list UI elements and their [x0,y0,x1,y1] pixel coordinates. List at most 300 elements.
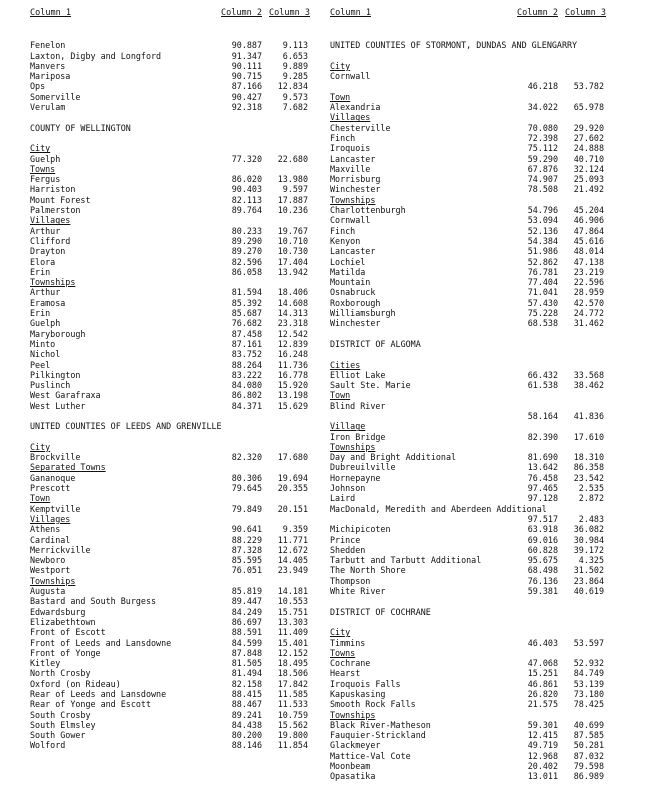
column-2-value: 87.328 [231,544,262,555]
municipality-name: Chesterville [330,122,391,133]
left-column [30,8,310,751]
column-3-value: 33.568 [573,369,604,380]
municipality-name: Kemptville [30,503,81,514]
column-3-value: 10.236 [277,205,308,216]
municipality-name: Day and Bright Additional [330,452,457,463]
municipality-name: Elizabethtown [30,616,96,627]
municipality-name: Kitley [30,658,61,669]
column-3-value: 15.401 [277,637,308,648]
municipality-name: Guelph [30,318,61,329]
municipality-name: Charlottenburgh [330,205,406,216]
column-3-value: 9.889 [282,60,308,71]
table-row [30,668,310,678]
section-label-text: Cities [330,359,361,370]
column-3-value: 17.887 [277,194,308,205]
municipality-name: Newboro [30,555,66,566]
table-row [330,771,606,781]
spacer [30,432,310,442]
column-2-value: 20.402 [527,761,558,772]
table-row [330,380,606,390]
municipality-name: Matilda [330,266,366,277]
table-row [330,730,606,740]
table-row [30,257,310,267]
section-label-text: Towns [330,647,356,658]
table-row [30,638,310,648]
table-row [330,462,606,472]
column-2-value: 88.467 [231,699,262,710]
column-2-value: 85.687 [231,308,262,319]
municipality-name: Front of Leeds and Lansdowne [30,637,172,648]
column-2-value: 76.781 [527,266,558,277]
right-table-body [330,30,606,782]
column-3-value: 12.672 [277,544,308,555]
column-3-value: 23.318 [277,318,308,329]
section-label-text: City [330,60,351,71]
section-label [330,195,606,205]
spacer [30,30,310,40]
column-2-value: 87.458 [231,328,262,339]
column-2-value: 57.430 [527,297,558,308]
table-row [330,205,606,215]
column-3-value: 9.113 [282,40,308,51]
column-3-value: 11.771 [277,534,308,545]
column-2-value: 85.819 [231,586,262,597]
column-2-value: 75.228 [527,308,558,319]
table-row [330,154,606,164]
column-3-value: 2.535 [578,483,604,494]
column-3-value: 25.093 [573,174,604,185]
column-3-header: Column 3 [565,8,606,18]
municipality-name: Timmins [330,637,366,648]
municipality-name: South Crosby [30,709,91,720]
municipality-name: Rear of Leeds and Lansdowne [30,689,167,699]
section-label-text: Town [330,91,351,102]
municipality-name: Fergus [30,174,61,185]
column-2-value: 46.861 [527,678,558,689]
municipality-name: White River [330,586,386,597]
table-row [330,668,606,678]
column-3-header: Column 3 [269,8,310,18]
municipality-name: Eramosa [30,297,66,308]
column-2-value: 82.158 [231,678,262,689]
municipality-name: Kapuskasing [330,689,386,699]
column-2-value: 76.682 [231,318,262,329]
left-table-body [30,30,310,751]
column-2-value: 81.505 [231,658,262,669]
municipality-name: Drayton [30,246,66,257]
column-2-value: 89.447 [231,596,262,607]
municipality-name: Erin [30,266,51,277]
table-row [30,287,310,297]
column-3-value: 38.462 [573,380,604,391]
column-2-value: 85.392 [231,297,262,308]
section-label [330,627,606,637]
region-title [330,339,606,349]
table-row [330,493,606,503]
column-2-value: 66.432 [527,369,558,380]
column-3-value: 10.759 [277,709,308,720]
column-2-value: 80.233 [231,225,262,236]
column-2-value: 52.862 [527,256,558,267]
column-2-value: 84.371 [231,400,262,411]
section-label-text: Towns [30,163,56,174]
municipality-name: Palmerston [30,205,81,216]
column-3-value: 17.404 [277,256,308,267]
municipality-name: MacDonald, Meredith and Aberdeen Additional [330,503,547,514]
column-3-value: 12.542 [277,328,308,339]
right-column [330,8,606,782]
table-row [30,720,310,730]
region-title [330,607,606,617]
column-1-header: Column 1 [330,8,371,18]
column-2-value: 90.887 [231,40,262,51]
table-row [330,277,606,287]
column-3-value: 18.310 [573,452,604,463]
municipality-name: Somerville [30,91,81,102]
table-row [30,51,310,61]
table-row [330,751,606,761]
column-2-value: 59.381 [527,586,558,597]
municipality-name: Laxton, Digby and Longford [30,50,162,61]
table-row [330,473,606,483]
region-title [330,40,606,50]
column-3-value: 13.980 [277,174,308,185]
column-3-value: 14.608 [277,297,308,308]
column-2-value: 70.080 [527,122,558,133]
municipality-name: North Crosby [30,668,91,679]
municipality-name: Sault Ste. Marie [330,380,411,391]
column-3-value: 4.325 [578,555,604,566]
table-row [330,524,606,534]
section-label-text: Separated Towns [30,462,106,473]
table-row [30,246,310,256]
table-row [30,174,310,184]
municipality-name: Iroquois Falls [330,678,401,689]
section-label-text: Village [330,421,366,432]
column-2-value: 49.719 [527,740,558,751]
column-3-value: 2.872 [578,493,604,504]
municipality-name: Augusta [30,586,66,597]
column-3-value: 12.839 [277,338,308,349]
municipality-name: Arthur [30,287,61,298]
column-3-value: 31.462 [573,318,604,329]
table-row [30,298,310,308]
column-2-value: 89.290 [231,235,262,246]
municipality-name: Thompson [330,575,371,586]
column-3-value: 6.653 [282,50,308,61]
municipality-name: Iroquois [330,143,371,154]
column-3-value: 31.502 [573,565,604,576]
table-row [330,504,606,514]
table-row [30,349,310,359]
section-label-text: Town [330,390,351,401]
municipality-name: Michipicoten [330,524,391,535]
municipality-name: Harriston [30,184,76,195]
section-label [330,112,606,122]
municipality-name: Elliot Lake [330,369,386,380]
column-2-value: 90.111 [231,60,262,71]
section-label-text: Townships [30,277,76,288]
municipality-name: Shedden [330,544,366,555]
table-row [330,432,606,442]
column-3-value: 86.358 [573,462,604,473]
column-2-value: 83.752 [231,349,262,360]
column-2-value: 13.642 [527,462,558,473]
column-3-value: 14.313 [277,308,308,319]
municipality-name: Laird [330,493,356,504]
municipality-name: Kenyon [330,235,361,246]
table-row [30,473,310,483]
column-2-value: 47.068 [527,658,558,669]
column-2-value: 52.136 [527,225,558,236]
column-2-value: 34.022 [527,102,558,113]
section-label [30,514,310,524]
table-row [330,143,606,153]
column-3-value: 73.180 [573,689,604,699]
column-2-value: 12.415 [527,730,558,741]
table-row [330,308,606,318]
table-row [30,586,310,596]
municipality-name: Black River-Matheson [330,719,431,730]
table-row [30,71,310,81]
municipality-name: Dubreuilville [330,462,396,473]
column-3-value: 39.172 [573,544,604,555]
column-2-value: 76.051 [231,565,262,576]
municipality-name: Tarbutt and Tarbutt Additional [330,555,482,566]
column-3-value: 40.710 [573,153,604,164]
column-2-value: 59.301 [527,719,558,730]
municipality-name: Guelph [30,153,61,164]
municipality-name: Opasatika [330,771,376,782]
column-2-value: 54.796 [527,205,558,216]
table-row [330,565,606,575]
table-row [330,576,606,586]
municipality-name: Nichol [30,349,61,360]
table-row [330,452,606,462]
table-row [330,555,606,565]
section-label [30,164,310,174]
municipality-name: Westport [30,565,71,576]
column-2-value: 85.595 [231,555,262,566]
table-row [330,246,606,256]
municipality-name: Mariposa [30,71,71,82]
municipality-name: Finch [330,132,356,143]
municipality-name: Fauquier-Strickland [330,730,426,741]
column-3-value: 27.602 [573,132,604,143]
table-row [330,174,606,184]
table-row [30,535,310,545]
column-2-value: 46.403 [527,637,558,648]
section-label-text: Villages [30,513,71,524]
region-title-text: DISTRICT OF COCHRANE [330,606,431,617]
column-2-value: 97.465 [527,483,558,494]
table-row [30,699,310,709]
table-row [330,184,606,194]
column-3-value: 15.562 [277,719,308,730]
municipality-name: Brockville [30,452,81,463]
column-2-value: 86.058 [231,266,262,277]
column-3-value: 12.834 [277,81,308,92]
section-label-text: Villages [330,112,371,123]
municipality-name: Hornepayne [330,472,381,483]
table-row [30,195,310,205]
column-3-value: 28.959 [573,287,604,298]
section-label [330,648,606,658]
column-2-value: 87.166 [231,81,262,92]
table-row [330,699,606,709]
table-row [330,535,606,545]
municipality-name: Pilkington [30,369,81,380]
municipality-name: Front of Yonge [30,647,101,658]
column-2-value: 77.320 [231,153,262,164]
column-3-value: 87.585 [573,730,604,741]
column-3-value: 13.303 [277,616,308,627]
table-row [30,658,310,668]
section-label-text: City [30,441,51,452]
table-row [30,40,310,50]
table-row [30,607,310,617]
section-label-text: Townships [330,709,376,720]
column-2-value: 54.384 [527,235,558,246]
column-3-value: 32.124 [573,163,604,174]
municipality-name: Fenelon [30,40,66,51]
table-row [30,648,310,658]
column-3-value: 40.619 [573,586,604,597]
column-3-value: 9.285 [282,71,308,82]
municipality-name: Cochrane [330,658,371,669]
table-row [330,720,606,730]
column-2-value: 97.517 [527,513,558,524]
municipality-name: Finch [330,225,356,236]
municipality-name: Glackmeyer [330,740,381,751]
column-2-value: 86.020 [231,174,262,185]
column-3-value: 17.680 [277,452,308,463]
municipality-name: Erin [30,308,51,319]
column-2-value: 77.404 [527,277,558,288]
table-row [330,658,606,668]
table-row [330,514,606,524]
municipality-name: Ops [30,81,46,92]
table-row [30,390,310,400]
column-3-value: 84.749 [573,668,604,679]
column-3-value: 16.778 [277,369,308,380]
column-2-value: 51.986 [527,246,558,257]
column-3-value: 23.219 [573,266,604,277]
column-3-value: 15.751 [277,606,308,617]
municipality-name: South Elmsley [30,719,96,730]
table-row [30,360,310,370]
column-2-value: 68.498 [527,565,558,576]
column-3-value: 45.204 [573,205,604,216]
column-3-value: 36.082 [573,524,604,535]
municipality-name: Winchester [330,184,381,195]
column-2-value: 82.390 [527,431,558,442]
table-row [30,401,310,411]
municipality-name: Mountain [330,277,371,288]
municipality-name: Wolford [30,740,66,751]
table-row [30,380,310,390]
column-3-value: 15.920 [277,380,308,391]
spacer [30,133,310,143]
column-3-value: 52.932 [573,658,604,669]
column-2-value: 69.016 [527,534,558,545]
column-2-value: 88.229 [231,534,262,545]
municipality-name: Peel [30,359,51,370]
municipality-name: Maryborough [30,328,86,339]
municipality-name: Prince [330,534,361,545]
column-2-value: 76.136 [527,575,558,586]
region-title [30,123,310,133]
column-2-value: 82.113 [231,194,262,205]
region-title-text: UNITED COUNTIES OF LEEDS AND GRENVILLE [30,421,222,432]
municipality-name: West Garafraxa [30,390,101,401]
table-row [330,318,606,328]
column-3-value: 14.405 [277,555,308,566]
table-row [330,102,606,112]
table-row [330,638,606,648]
municipality-name: Cornwall [330,71,371,82]
column-2-value: 90.641 [231,524,262,535]
column-2-value: 78.508 [527,184,558,195]
column-3-value: 9.597 [282,184,308,195]
region-title-text: UNITED COUNTIES OF STORMONT, DUNDAS AND GLENGARRY [330,40,578,51]
municipality-name: South Gower [30,730,86,741]
column-2-value: 26.820 [527,689,558,699]
table-row [30,596,310,606]
column-2-value: 97.128 [527,493,558,504]
column-2-value: 61.538 [527,380,558,391]
municipality-name: Alexandria [330,102,381,113]
column-2-value: 82.320 [231,452,262,463]
column-headers [330,8,606,30]
table-row [30,555,310,565]
column-1-header: Column 1 [30,8,71,18]
column-2-value: 90.715 [231,71,262,82]
column-2-value: 46.218 [527,81,558,92]
column-3-value: 29.920 [573,122,604,133]
table-row [330,401,606,411]
column-3-value: 17.842 [277,678,308,689]
column-headers [30,8,310,30]
table-row [30,504,310,514]
table-row [330,123,606,133]
table-row [30,226,310,236]
column-3-value: 11.409 [277,627,308,638]
column-2-value: 88.591 [231,627,262,638]
section-label [330,92,606,102]
section-label [330,61,606,71]
table-row [330,298,606,308]
table-row [30,308,310,318]
column-3-value: 78.425 [573,699,604,710]
municipality-name: Hearst [330,668,361,679]
table-row [30,184,310,194]
column-2-value: 88.264 [231,359,262,370]
table-row [330,370,606,380]
spacer [30,112,310,122]
municipality-name: Morrisburg [330,174,381,185]
region-title-text: COUNTY OF WELLINGTON [30,122,131,133]
column-3-value: 17.610 [573,431,604,442]
municipality-name: Johnson [330,483,366,494]
column-3-value: 12.152 [277,647,308,658]
table-row [30,102,310,112]
table-row [330,236,606,246]
spacer [330,617,606,627]
table-row [330,71,606,81]
municipality-name: Lancaster [330,246,376,257]
table-row [330,133,606,143]
